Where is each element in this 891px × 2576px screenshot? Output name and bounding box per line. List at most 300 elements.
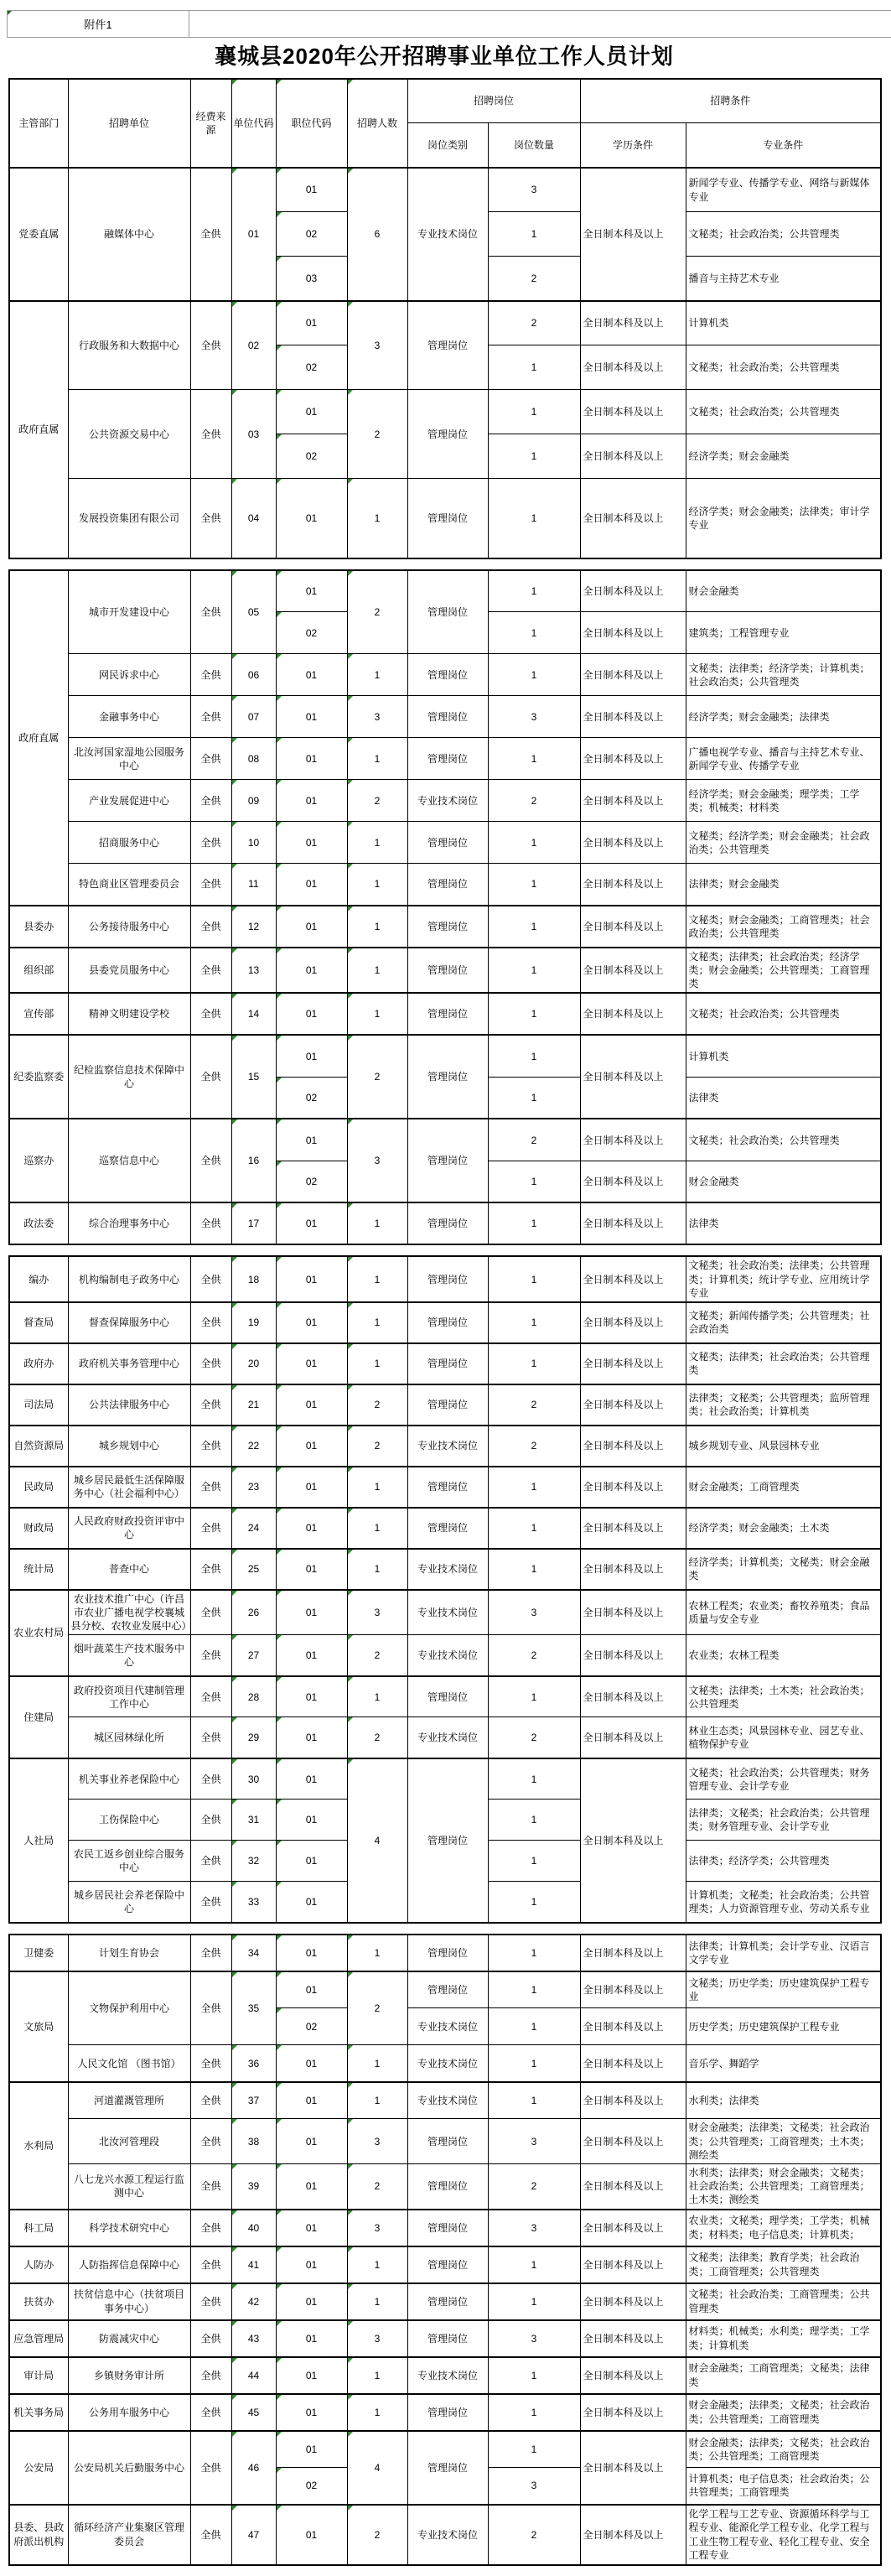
cell-education: 全日制本科及以上	[580, 1635, 686, 1676]
cell-recruit-count: 2	[347, 780, 407, 822]
cell-department: 住建局	[9, 1676, 68, 1758]
cell-position-code: 01	[276, 1549, 347, 1590]
cell-major: 农林工程类；农业类；畜牧养殖类；食品质量与安全专业	[686, 1590, 881, 1635]
cell-post-quantity: 2	[488, 257, 580, 301]
cell-funding: 全供	[190, 1508, 231, 1549]
cell-position-code: 01	[276, 1384, 347, 1426]
cell-post-quantity: 1	[488, 212, 580, 257]
cell-post-category: 管理岗位	[407, 1035, 488, 1119]
cell-education: 全日制本科及以上	[580, 1343, 686, 1384]
cell-unit: 政府投资项目代建制管理工作中心	[68, 1676, 190, 1717]
cell-recruit-count: 4	[347, 1758, 407, 1923]
cell-department: 政府办	[9, 1343, 68, 1384]
cell-unit: 扶贫信息中心（扶贫项目事务中心）	[68, 2283, 190, 2320]
cell-major: 新闻学专业、传播学专业、网络与新媒体专业	[686, 168, 881, 212]
cell-post-quantity: 1	[488, 2357, 580, 2394]
cell-major: 财会金融类	[686, 570, 881, 612]
cell-recruit-count: 1	[347, 993, 407, 1035]
cell-unit: 发展投资集团有限公司	[68, 479, 190, 558]
cell-post-quantity: 1	[488, 1676, 580, 1717]
cell-unit: 公共资源交易中心	[68, 390, 190, 479]
cell-major: 法律类；财会金融类	[686, 864, 881, 906]
table-row	[9, 570, 881, 612]
cell-major: 文秘类；社会政治类；公共管理类	[686, 345, 881, 390]
cell-department: 财政局	[9, 1508, 68, 1549]
cell-post-quantity: 3	[488, 2119, 580, 2164]
table-row	[9, 2431, 881, 2468]
cell-education: 全日制本科及以上	[580, 2045, 686, 2082]
table-row	[9, 1119, 881, 1161]
cell-major: 建筑类；工程管理专业	[686, 612, 881, 654]
cell-major: 文秘类；社会政治类；工商管理类；公共管理类	[686, 2283, 881, 2320]
cell-funding: 全供	[190, 2082, 231, 2119]
cell-education: 全日制本科及以上	[580, 2283, 686, 2320]
cell-position-code: 02	[276, 1161, 347, 1202]
cell-funding: 全供	[190, 2246, 231, 2283]
cell-recruit-count: 1	[347, 1549, 407, 1590]
cell-major: 财会金融类；法律类；文秘类；社会政治类；公共管理类；工商管理类	[686, 2431, 881, 2468]
cell-post-quantity: 1	[488, 1202, 580, 1244]
cell-department: 政法委	[9, 1202, 68, 1244]
header-unit-code: 单位代码	[231, 79, 276, 168]
cell-unit: 督查保障服务中心	[68, 1302, 190, 1343]
cell-major: 法律类	[686, 1202, 881, 1244]
cell-position-code: 01	[276, 1841, 347, 1882]
cell-post-category: 管理岗位	[407, 570, 488, 654]
cell-post-quantity: 1	[488, 570, 580, 612]
cell-post-quantity: 1	[488, 345, 580, 390]
cell-post-category: 管理岗位	[407, 2431, 488, 2505]
cell-post-category: 管理岗位	[407, 479, 488, 558]
cell-post-quantity: 1	[488, 2431, 580, 2468]
table-row	[9, 1467, 881, 1508]
cell-post-category: 专业技术岗位	[407, 780, 488, 822]
cell-department: 审计局	[9, 2357, 68, 2394]
cell-education: 全日制本科及以上	[580, 1758, 686, 1923]
header-post-category: 岗位类别	[407, 123, 488, 168]
cell-funding: 全供	[190, 1302, 231, 1343]
cell-post-quantity: 1	[488, 2082, 580, 2119]
cell-post-category: 管理岗位	[407, 1935, 488, 1971]
cell-major: 财会金融类；法律类；文秘类；社会政治类；公共管理类；工商管理类	[686, 2394, 881, 2431]
cell-post-category: 管理岗位	[407, 1202, 488, 1244]
cell-funding: 全供	[190, 2210, 231, 2246]
cell-position-code: 01	[276, 654, 347, 696]
cell-post-category: 管理岗位	[407, 2119, 488, 2164]
cell-unit-code: 03	[231, 390, 276, 479]
cell-recruit-count: 1	[347, 2394, 407, 2431]
cell-funding: 全供	[190, 780, 231, 822]
cell-funding: 全供	[190, 168, 231, 301]
cell-post-quantity: 1	[488, 948, 580, 994]
cell-unit-code: 31	[231, 1800, 276, 1841]
table-row	[9, 1343, 881, 1384]
cell-recruit-count: 4	[347, 2431, 407, 2505]
cell-post-quantity: 1	[488, 1302, 580, 1343]
cell-funding: 全供	[190, 2164, 231, 2210]
cell-recruit-count: 2	[347, 1717, 407, 1758]
cell-position-code: 01	[276, 2045, 347, 2082]
cell-post-quantity: 1	[488, 1971, 580, 2008]
cell-recruit-count: 3	[347, 2210, 407, 2246]
cell-funding: 全供	[190, 993, 231, 1035]
cell-major: 广播电视学专业、播音与主持艺术专业、新闻学专业、传播学专业	[686, 738, 881, 780]
cell-position-code: 03	[276, 257, 347, 301]
cell-unit-code: 15	[231, 1035, 276, 1119]
cell-unit-code: 04	[231, 479, 276, 558]
cell-post-quantity: 1	[488, 2008, 580, 2045]
cell-recruit-count: 1	[347, 906, 407, 948]
header-position-code: 职位代码	[276, 79, 347, 168]
cell-position-code: 01	[276, 301, 347, 345]
cell-unit-code: 47	[231, 2505, 276, 2565]
cell-post-quantity: 2	[488, 780, 580, 822]
cell-unit: 北汝河国家湿地公园服务中心	[68, 738, 190, 780]
cell-recruit-count: 3	[347, 2320, 407, 2357]
cell-recruit-count: 2	[347, 2505, 407, 2565]
cell-funding: 全供	[190, 1202, 231, 1244]
cell-funding: 全供	[190, 1758, 231, 1800]
cell-unit-code: 44	[231, 2357, 276, 2394]
cell-education: 全日制本科及以上	[580, 1467, 686, 1508]
table-row	[9, 2505, 881, 2565]
cell-recruit-count: 3	[347, 2119, 407, 2164]
cell-funding: 全供	[190, 1971, 231, 2045]
table-row	[9, 2357, 881, 2394]
cell-unit: 城乡居民最低生活保障服务中心（社会福利中心）	[68, 1467, 190, 1508]
cell-post-category: 管理岗位	[407, 1508, 488, 1549]
cell-post-quantity: 3	[488, 168, 580, 212]
cell-post-quantity: 1	[488, 654, 580, 696]
cell-post-quantity: 1	[488, 864, 580, 906]
cell-recruit-count: 2	[347, 1426, 407, 1467]
cell-recruit-count: 1	[347, 1343, 407, 1384]
page-title: 襄城县2020年公开招聘事业单位工作人员计划	[215, 44, 674, 69]
table-row	[9, 906, 881, 948]
cell-post-category: 管理岗位	[407, 1256, 488, 1302]
cell-department: 人防办	[9, 2246, 68, 2283]
cell-unit: 农民工返乡创业综合服务中心	[68, 1841, 190, 1882]
cell-unit-code: 42	[231, 2283, 276, 2320]
cell-recruit-count: 1	[347, 654, 407, 696]
cell-post-quantity: 1	[488, 738, 580, 780]
cell-unit: 计划生育协会	[68, 1935, 190, 1971]
cell-post-category: 管理岗位	[407, 1119, 488, 1202]
cell-funding: 全供	[190, 654, 231, 696]
cell-post-quantity: 2	[488, 2505, 580, 2565]
cell-position-code: 01	[276, 738, 347, 780]
table-row	[9, 2394, 881, 2431]
attachment-band	[7, 10, 891, 38]
cell-education: 全日制本科及以上	[580, 2320, 686, 2357]
recruitment-table-section-4	[8, 1934, 882, 2566]
table-row	[9, 1549, 881, 1590]
cell-major: 计算机类	[686, 1035, 881, 1077]
header-education: 学历条件	[580, 123, 686, 168]
cell-major: 文秘类；财会金融类；工商管理类；社会政治类；公共管理类	[686, 906, 881, 948]
cell-post-quantity: 3	[488, 1590, 580, 1635]
cell-department: 扶贫办	[9, 2283, 68, 2320]
cell-unit-code: 16	[231, 1119, 276, 1202]
cell-funding: 全供	[190, 1426, 231, 1467]
cell-position-code: 02	[276, 212, 347, 257]
cell-funding: 全供	[190, 1549, 231, 1590]
cell-unit-code: 07	[231, 696, 276, 738]
cell-post-quantity: 2	[488, 2164, 580, 2210]
cell-recruit-count: 1	[347, 1935, 407, 1971]
cell-unit: 网民诉求中心	[68, 654, 190, 696]
cell-education: 全日制本科及以上	[580, 2210, 686, 2246]
cell-unit-code: 39	[231, 2164, 276, 2210]
cell-department: 巡察办	[9, 1119, 68, 1202]
cell-education: 全日制本科及以上	[580, 1384, 686, 1426]
cell-department: 政府直属	[9, 570, 68, 906]
cell-major: 经济学类；财会金融类；法律类	[686, 696, 881, 738]
cell-post-category: 专业技术岗位	[407, 2505, 488, 2565]
cell-position-code: 01	[276, 1467, 347, 1508]
cell-major: 文秘类；社会政治类；法律类；公共管理类；计算机类；统计学专业、应用统计学专业	[686, 1256, 881, 1302]
cell-position-code: 01	[276, 2320, 347, 2357]
cell-position-code: 01	[276, 948, 347, 994]
cell-post-quantity: 1	[488, 1935, 580, 1971]
cell-position-code: 01	[276, 1717, 347, 1758]
cell-unit-code: 25	[231, 1549, 276, 1590]
cell-funding: 全供	[190, 864, 231, 906]
cell-funding: 全供	[190, 1841, 231, 1882]
cell-post-quantity: 1	[488, 434, 580, 479]
cell-post-category: 专业技术岗位	[407, 1549, 488, 1590]
cell-major: 历史学类；历史建筑保护工程专业	[686, 2008, 881, 2045]
cell-education: 全日制本科及以上	[580, 168, 686, 301]
cell-major: 法律类	[686, 1077, 881, 1119]
header-job-group: 招聘岗位	[407, 79, 580, 123]
cell-unit-code: 20	[231, 1343, 276, 1384]
cell-post-category: 管理岗位	[407, 1971, 488, 2008]
cell-post-quantity: 2	[488, 1119, 580, 1161]
cell-recruit-count: 6	[347, 168, 407, 301]
cell-unit-code: 14	[231, 993, 276, 1035]
table-row	[9, 1384, 881, 1426]
cell-department: 公安局	[9, 2431, 68, 2505]
cell-unit: 人民政府财政投资评审中心	[68, 1508, 190, 1549]
cell-education: 全日制本科及以上	[580, 738, 686, 780]
cell-department: 县委、县政府派出机构	[9, 2505, 68, 2565]
cell-funding: 全供	[190, 1590, 231, 1635]
cell-education: 全日制本科及以上	[580, 1508, 686, 1549]
cell-unit: 工伤保险中心	[68, 1800, 190, 1841]
cell-unit-code: 32	[231, 1841, 276, 1882]
cell-unit-code: 37	[231, 2082, 276, 2119]
cell-recruit-count: 2	[347, 2164, 407, 2210]
table-row	[9, 993, 881, 1035]
cell-funding: 全供	[190, 1800, 231, 1841]
cell-position-code: 01	[276, 479, 347, 558]
cell-education: 全日制本科及以上	[580, 2394, 686, 2431]
cell-post-category: 管理岗位	[407, 1302, 488, 1343]
cell-funding: 全供	[190, 570, 231, 654]
cell-major: 材料类；机械类；水利类；理学类；工学类；计算机类	[686, 2320, 881, 2357]
table-row	[9, 738, 881, 780]
cell-unit-code: 02	[231, 301, 276, 390]
cell-education: 全日制本科及以上	[580, 2008, 686, 2045]
cell-recruit-count: 3	[347, 696, 407, 738]
cell-post-category: 管理岗位	[407, 390, 488, 479]
table-row	[9, 1035, 881, 1077]
cell-major: 财会金融类；工商管理类；文秘类；法律类	[686, 2357, 881, 2394]
cell-post-quantity: 1	[488, 1841, 580, 1882]
cell-recruit-count: 1	[347, 2246, 407, 2283]
cell-position-code: 01	[276, 1635, 347, 1676]
cell-major: 法律类；文秘类；社会政治类；公共管理类；财务管理专业、会计学专业	[686, 1800, 881, 1841]
cell-major: 文秘类；法律类；社会政治类；公共管理类	[686, 1343, 881, 1384]
cell-unit: 县委党员服务中心	[68, 948, 190, 994]
table-row	[9, 1256, 881, 1302]
table-row	[9, 2119, 881, 2164]
cell-department: 组织部	[9, 948, 68, 994]
cell-funding: 全供	[190, 2394, 231, 2431]
cell-position-code: 01	[276, 1035, 347, 1077]
cell-unit: 金融事务中心	[68, 696, 190, 738]
header-department: 主管部门	[9, 79, 68, 168]
cell-unit: 综合治理事务中心	[68, 1202, 190, 1244]
cell-position-code: 01	[276, 2082, 347, 2119]
cell-post-category: 专业技术岗位	[407, 1590, 488, 1635]
table-row	[9, 390, 881, 434]
cell-funding: 全供	[190, 390, 231, 479]
cell-unit-code: 30	[231, 1758, 276, 1800]
cell-funding: 全供	[190, 2320, 231, 2357]
cell-funding: 全供	[190, 948, 231, 994]
cell-post-quantity: 1	[488, 1508, 580, 1549]
cell-major: 水利类；法律类	[686, 2082, 881, 2119]
cell-post-quantity: 1	[488, 390, 580, 434]
cell-department: 县委办	[9, 906, 68, 948]
cell-department: 文旅局	[9, 1971, 68, 2082]
cell-major: 财会金融类；法律类；文秘类；社会政治类；公共管理类；工商管理类；土木类；测绘类	[686, 2119, 881, 2164]
cell-recruit-count: 1	[347, 2283, 407, 2320]
table-row	[9, 1971, 881, 2008]
cell-post-quantity: 1	[488, 1758, 580, 1800]
cell-unit-code: 34	[231, 1935, 276, 1971]
cell-post-category: 管理岗位	[407, 2283, 488, 2320]
cell-funding: 全供	[190, 2431, 231, 2505]
cell-unit-code: 17	[231, 1202, 276, 1244]
cell-post-quantity: 1	[488, 1161, 580, 1202]
cell-recruit-count: 1	[347, 1508, 407, 1549]
cell-major: 农业类；农林工程类	[686, 1635, 881, 1676]
cell-education: 全日制本科及以上	[580, 696, 686, 738]
table-row	[9, 1676, 881, 1717]
cell-unit: 融媒体中心	[68, 168, 190, 301]
cell-position-code: 01	[276, 1590, 347, 1635]
table-row	[9, 1590, 881, 1635]
cell-unit-code: 23	[231, 1467, 276, 1508]
cell-unit-code: 13	[231, 948, 276, 994]
cell-department: 纪委监察委	[9, 1035, 68, 1119]
cell-education: 全日制本科及以上	[580, 1256, 686, 1302]
cell-major: 计算机类；电子信息类；社会政治类；公共管理类；工商管理类	[686, 2468, 881, 2505]
cell-education: 全日制本科及以上	[580, 1971, 686, 2008]
table-row	[9, 2164, 881, 2210]
cell-unit-code: 45	[231, 2394, 276, 2431]
cell-unit: 城区园林绿化所	[68, 1717, 190, 1758]
cell-department: 民政局	[9, 1467, 68, 1508]
cell-unit-code: 19	[231, 1302, 276, 1343]
attachment-label: 附件1	[8, 11, 189, 37]
cell-major: 财会金融类；工商管理类	[686, 1467, 881, 1508]
cell-position-code: 01	[276, 2210, 347, 2246]
cell-funding: 全供	[190, 822, 231, 864]
cell-department: 编办	[9, 1256, 68, 1302]
cell-funding: 全供	[190, 1343, 231, 1384]
cell-position-code: 02	[276, 345, 347, 390]
cell-unit: 公共法律服务中心	[68, 1384, 190, 1426]
table-row	[9, 2283, 881, 2320]
cell-recruit-count: 1	[347, 1256, 407, 1302]
cell-post-quantity: 1	[488, 2045, 580, 2082]
cell-unit-code: 11	[231, 864, 276, 906]
cell-unit: 防震减灾中心	[68, 2320, 190, 2357]
attachment-band-spacer	[189, 11, 891, 37]
cell-unit: 人民文化馆 （图书馆）	[68, 2045, 190, 2082]
cell-recruit-count: 2	[347, 1384, 407, 1426]
cell-funding: 全供	[190, 2505, 231, 2565]
cell-post-quantity: 1	[488, 1800, 580, 1841]
cell-education: 全日制本科及以上	[580, 1161, 686, 1202]
cell-unit: 文物保护利用中心	[68, 1971, 190, 2045]
cell-post-category: 管理岗位	[407, 696, 488, 738]
header-major: 专业条件	[686, 123, 881, 168]
table-row	[9, 822, 881, 864]
cell-post-category: 专业技术岗位	[407, 2045, 488, 2082]
cell-recruit-count: 1	[347, 2082, 407, 2119]
cell-unit-code: 36	[231, 2045, 276, 2082]
cell-unit: 机构编制电子政务中心	[68, 1256, 190, 1302]
cell-education: 全日制本科及以上	[580, 948, 686, 994]
cell-education: 全日制本科及以上	[580, 2246, 686, 2283]
cell-recruit-count: 1	[347, 1302, 407, 1343]
table-row	[9, 1758, 881, 1800]
cell-education: 全日制本科及以上	[580, 2431, 686, 2505]
cell-major: 经济学类；计算机类；文秘类；财会金融类	[686, 1549, 881, 1590]
table-row	[9, 168, 881, 212]
cell-education: 全日制本科及以上	[580, 2357, 686, 2394]
cell-education: 全日制本科及以上	[580, 1426, 686, 1467]
cell-post-category: 管理岗位	[407, 738, 488, 780]
cell-major: 文秘类；法律类；教育学类；社会政治类；工商管理类；公共管理类	[686, 2246, 881, 2283]
cell-major: 文秘类；社会政治类；公共管理类	[686, 390, 881, 434]
table-row	[9, 654, 881, 696]
cell-major: 水利类；法律类；财会金融类；文秘类；社会政治类；公共管理类；工商管理类；土木类；测绘类	[686, 2164, 881, 2210]
cell-post-quantity: 1	[488, 1077, 580, 1119]
cell-department: 农业农村局	[9, 1590, 68, 1676]
cell-position-code: 01	[276, 993, 347, 1035]
cell-post-quantity: 2	[488, 1384, 580, 1426]
cell-education: 全日制本科及以上	[580, 390, 686, 434]
cell-position-code: 01	[276, 1800, 347, 1841]
cell-education: 全日制本科及以上	[580, 1590, 686, 1635]
cell-funding: 全供	[190, 906, 231, 948]
cell-unit: 政府机关事务管理中心	[68, 1343, 190, 1384]
cell-education: 全日制本科及以上	[580, 612, 686, 654]
cell-major: 经济学类；财会金融类；法律类；审计学专业	[686, 479, 881, 558]
cell-post-quantity: 2	[488, 1717, 580, 1758]
cell-education: 全日制本科及以上	[580, 2119, 686, 2164]
cell-education: 全日制本科及以上	[580, 1119, 686, 1161]
cell-funding: 全供	[190, 1256, 231, 1302]
cell-position-code: 01	[276, 906, 347, 948]
cell-post-category: 管理岗位	[407, 993, 488, 1035]
